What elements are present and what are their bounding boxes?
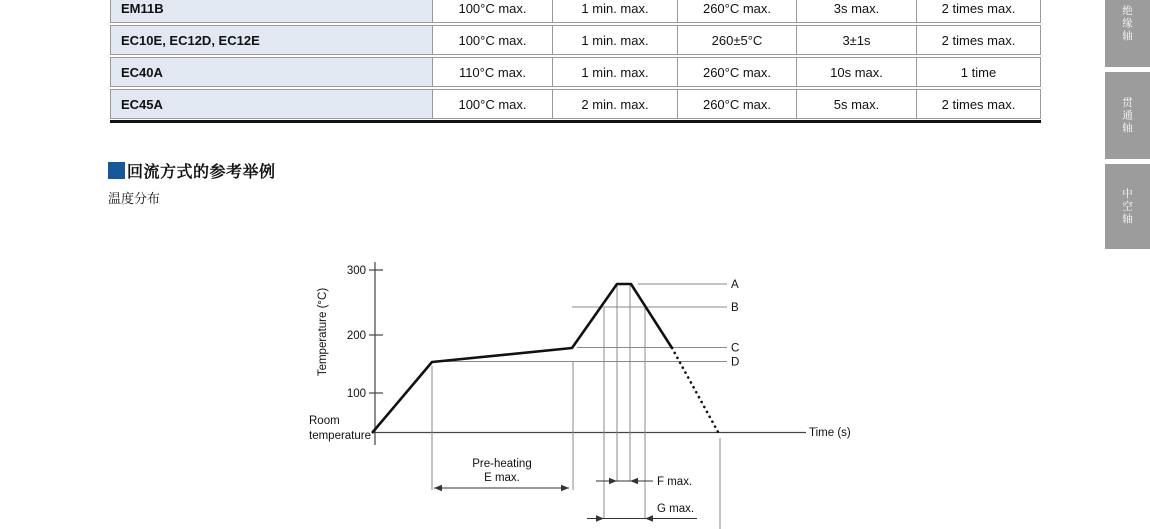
preheat-time-cell: 1 min. max. (553, 26, 678, 54)
reflow-profile-chart (280, 230, 860, 529)
solder-cycles-cell: 2 times max. (941, 32, 1016, 48)
dimension-arrowhead (434, 485, 442, 491)
solder-cycles-cell: 2 times max. (941, 0, 1016, 16)
ref-label-c: C (731, 342, 740, 355)
model-cell: EC10E, EC12D, EC12E (111, 26, 433, 54)
dimension-arrowhead (596, 515, 604, 521)
table-row (110, 25, 1041, 55)
section-heading (108, 159, 276, 182)
dimension-arrowhead (630, 478, 638, 484)
table-row (110, 89, 1041, 119)
f-max-label: F max. (657, 476, 693, 488)
index-tab-sidebar (1105, 0, 1150, 249)
index-tab-through-shaft: 贯通轴 (1105, 72, 1150, 159)
ref-label-a: A (731, 279, 739, 291)
solder-temp-cell: 260°C max. (678, 58, 797, 86)
origin-label-line2: temperature (309, 430, 372, 442)
dimension-arrowhead (645, 515, 653, 521)
ref-label-d: D (731, 356, 740, 369)
section-accent-square-icon (108, 162, 125, 179)
preheat-time-cell: 1 min. max. (553, 58, 678, 86)
ytick-100: 100 (346, 388, 366, 400)
preheat-label-line2: E max. (484, 472, 520, 484)
solder-temp-cell: 260±5°C (678, 26, 797, 54)
preheat-label-line1: Pre-heating (472, 458, 532, 470)
preheat-temp-cell: 100°C max. (433, 90, 553, 118)
solder-time-cell: 3±1s (797, 26, 917, 54)
solder-time-cell: 3s max. (797, 0, 917, 22)
preheat-temp-cell: 100°C max. (433, 0, 553, 22)
preheat-time-cell: 1 min. max. (553, 0, 678, 22)
x-axis-title: Time (s) (809, 427, 851, 439)
dimension-arrowhead (609, 478, 617, 484)
profile-dotted-segment (672, 348, 718, 432)
dimension-arrowhead (561, 485, 569, 491)
origin-label-line1: Room (309, 415, 340, 427)
section-subtitle: 温度分布 (108, 191, 161, 206)
profile-solid-segment (372, 284, 672, 433)
y-axis-title: Temperature (°C) (317, 287, 329, 377)
model-cell: EM11B (111, 0, 433, 22)
solder-cycles-cell: 2 times max. (941, 96, 1016, 112)
solder-temp-cell: 260°C max. (678, 90, 797, 118)
g-max-label: G max. (657, 503, 695, 515)
solder-cycles-cell: 1 time (960, 64, 997, 80)
table-bottom-rule (110, 120, 1041, 123)
ytick-200: 200 (346, 330, 366, 342)
model-cell: EC45A (111, 90, 433, 118)
preheat-temp-cell: 110°C max. (433, 58, 553, 86)
index-tab-hollow-shaft: 中空轴 (1105, 164, 1150, 249)
index-tab-insulated-shaft: 绝缘轴 (1105, 0, 1150, 67)
preheat-temp-cell: 100°C max. (433, 26, 553, 54)
solder-time-cell: 5s max. (797, 90, 917, 118)
section-title: 回流方式的参考举例 (127, 164, 276, 181)
ref-label-b: B (731, 302, 739, 314)
table-rows (110, 0, 1041, 119)
solder-temp-cell: 260°C max. (678, 0, 797, 22)
preheat-time-cell: 2 min. max. (553, 90, 678, 118)
solder-conditions-table (110, 0, 1041, 123)
solder-time-cell: 10s max. (797, 58, 917, 86)
model-cell: EC40A (111, 58, 433, 86)
table-row (110, 0, 1041, 23)
table-row (110, 57, 1041, 87)
ytick-300: 300 (346, 265, 366, 277)
